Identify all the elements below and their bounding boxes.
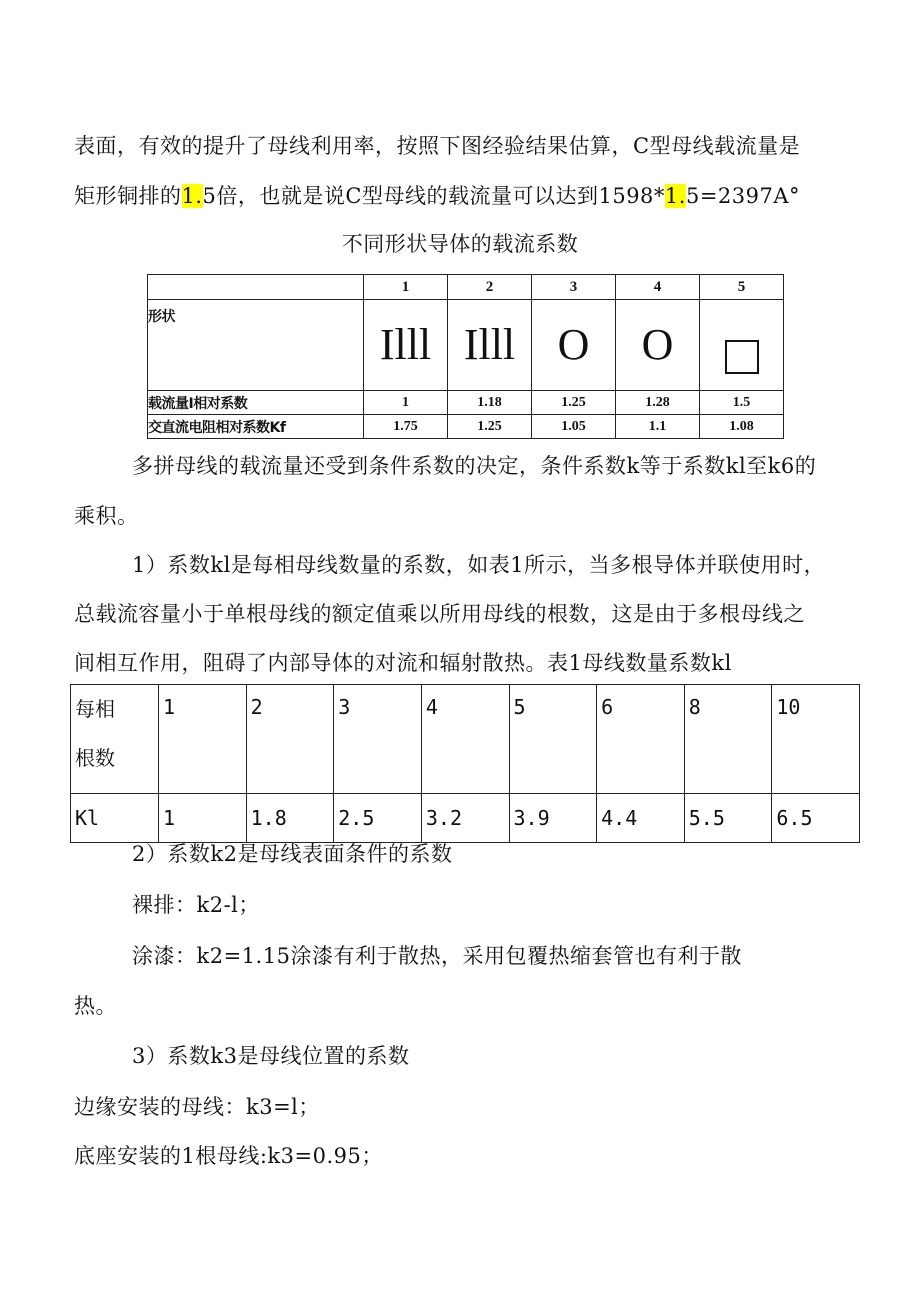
table-cell: 4 xyxy=(616,275,700,300)
table-cell: 5.5 xyxy=(684,794,772,843)
row-label-line: 根数 xyxy=(75,746,115,770)
paragraph-line: 底座安装的1根母线:k3=0.95； xyxy=(74,1144,383,1168)
paragraph-line: 1）系数kl是每相母线数量的系数，如表1所示，当多根导体并联使用时， xyxy=(132,553,826,577)
table-cell: 3 xyxy=(532,275,616,300)
table-cell: 2 xyxy=(448,275,532,300)
text-run: 5倍，也就是说C型母线的载流量可以达到1598* xyxy=(202,184,665,208)
table-cell: 1.75 xyxy=(364,415,448,439)
table-cell: 1.25 xyxy=(448,415,532,439)
paragraph-line: 乘积。 xyxy=(74,504,139,528)
table-cell xyxy=(616,300,700,391)
table-cell: 3.2 xyxy=(421,794,509,843)
k1-coefficient-table xyxy=(70,684,860,843)
table-cell xyxy=(700,300,784,391)
row-label xyxy=(71,685,159,794)
table-row xyxy=(148,300,784,391)
paragraph-line: 涂漆：k2=1.15涂漆有利于散热，采用包覆热缩套管也有利于散 xyxy=(132,944,742,968)
paragraph-line xyxy=(74,182,800,210)
table-cell: 6.5 xyxy=(772,794,860,843)
table-title: 不同形状导体的载流系数 xyxy=(341,232,579,256)
table-cell xyxy=(448,300,532,391)
flat-bars-shape: Illl xyxy=(463,320,516,369)
text-run: 5=2397A° xyxy=(685,184,801,208)
table-row xyxy=(148,391,784,415)
table-cell: 1.1 xyxy=(616,415,700,439)
paragraph-line: 热。 xyxy=(74,994,117,1018)
table-cell: 1 xyxy=(364,391,448,415)
table-cell xyxy=(532,300,616,391)
table-cell: 6 xyxy=(597,685,685,794)
table-cell: 10 xyxy=(772,685,860,794)
table-cell: 1.05 xyxy=(532,415,616,439)
table-cell: 1.18 xyxy=(448,391,532,415)
table-row xyxy=(71,685,860,794)
paragraph-line: 裸排：k2-l； xyxy=(132,893,260,917)
table-cell: 4 xyxy=(421,685,509,794)
table-cell xyxy=(364,300,448,391)
paragraph-line: 总载流容量小于单根母线的额定值乘以所用母线的根数，这是由于多根母线之 xyxy=(74,602,805,626)
table-cell: 1 xyxy=(159,685,247,794)
highlighted-text: 1. xyxy=(664,184,686,208)
table-cell: 4.4 xyxy=(597,794,685,843)
table-cell: 5 xyxy=(509,685,597,794)
table-cell: 1.5 xyxy=(700,391,784,415)
table-cell: 3.9 xyxy=(509,794,597,843)
table-cell: 1 xyxy=(364,275,448,300)
row-label: Kl xyxy=(71,794,159,843)
section-title: 2）系数k2是母线表面条件的系数 xyxy=(132,842,453,866)
table-cell: 1.08 xyxy=(700,415,784,439)
round-tube-shape: O xyxy=(557,320,590,369)
table-cell: 8 xyxy=(684,685,772,794)
row-label: 形状 xyxy=(148,300,364,391)
table-cell: 1.25 xyxy=(532,391,616,415)
table-cell: 2 xyxy=(246,685,334,794)
paragraph-line: 表面，有效的提升了母线利用率，按照下图经验结果估算，C型母线载流量是 xyxy=(74,134,801,158)
table-cell: 1.8 xyxy=(246,794,334,843)
table-row xyxy=(71,794,860,843)
table-cell xyxy=(148,275,364,300)
text-run: 矩形铜排的 xyxy=(74,184,182,208)
paragraph-line: 多拼母线的载流量还受到条件系数的决定，条件系数k等于系数kl至k6的 xyxy=(132,454,817,478)
flat-bars-shape: Illl xyxy=(379,320,432,369)
table-row xyxy=(148,415,784,439)
row-label-line: 每相 xyxy=(75,697,115,721)
section-title: 3）系数k3是母线位置的系数 xyxy=(132,1044,410,1068)
table-row xyxy=(148,275,784,300)
highlighted-text: 1. xyxy=(181,184,203,208)
shape-coefficient-table xyxy=(147,274,784,439)
table-cell: 5 xyxy=(700,275,784,300)
table-cell: 1 xyxy=(159,794,247,843)
square-tube-shape xyxy=(725,340,759,374)
paragraph-line: 边缘安装的母线：k3=l； xyxy=(74,1095,320,1119)
table-cell: 1.28 xyxy=(616,391,700,415)
row-label: 载流量I相对系数 xyxy=(148,391,364,415)
table-cell: 2.5 xyxy=(334,794,422,843)
paragraph-line: 间相互作用，阻碍了内部导体的对流和辐射散热。表1母线数量系数kl xyxy=(74,651,732,675)
round-tube-shape: O xyxy=(641,320,674,369)
row-label: 交直流电阻相对系数Kf xyxy=(148,415,364,439)
table-cell: 3 xyxy=(334,685,422,794)
